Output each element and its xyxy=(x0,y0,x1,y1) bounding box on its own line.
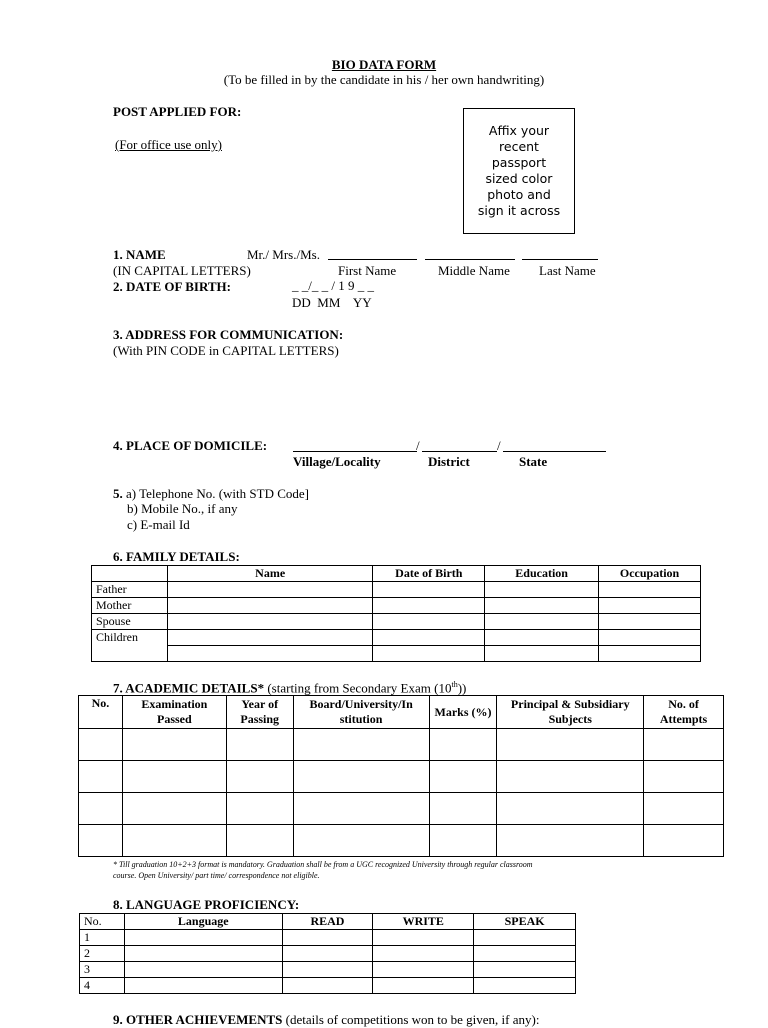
academic-col-attempts: No. of Attempts xyxy=(644,696,724,729)
middle-name-field[interactable] xyxy=(425,259,515,260)
academic-table xyxy=(78,695,724,857)
family-col-dob: Date of Birth xyxy=(373,566,485,582)
last-name-caption: Last Name xyxy=(539,263,596,278)
academic-col-no: No. xyxy=(79,696,123,729)
academic-col-exam: Examination Passed xyxy=(122,696,226,729)
photo-instructions: Affix your recent passport sized color photo and sign it across xyxy=(477,123,561,218)
table-row: 2 xyxy=(80,946,576,962)
table-row xyxy=(92,582,701,598)
family-table xyxy=(91,565,701,662)
achievements-label: 9. OTHER ACHIEVEMENTS (details of competitions won to be given, if any): xyxy=(113,1012,540,1027)
lang-col-read: READ xyxy=(282,914,373,930)
middle-name-caption: Middle Name xyxy=(438,263,510,278)
dob-label: 2. DATE OF BIRTH: xyxy=(113,279,231,294)
salutation: Mr./ Mrs./Ms. xyxy=(247,247,320,262)
academic-note-2: course. Open University/ part time/ correspondence not eligible. xyxy=(113,871,320,880)
table-row xyxy=(79,729,724,761)
state-caption: State xyxy=(519,454,548,469)
name-label: 1. NAME xyxy=(113,247,166,262)
family-col-blank xyxy=(92,566,168,582)
language-table xyxy=(79,913,576,994)
address-field[interactable] xyxy=(113,362,703,427)
table-row xyxy=(92,630,701,646)
table-row xyxy=(92,646,701,662)
address-label: 3. ADDRESS FOR COMMUNICATION: xyxy=(113,327,344,342)
family-col-occupation: Occupation xyxy=(599,566,701,582)
first-name-field[interactable] xyxy=(328,259,417,260)
academic-col-year: Year of Passing xyxy=(226,696,293,729)
lang-col-no: No. xyxy=(80,914,125,930)
contact-number: 5. xyxy=(113,486,123,501)
address-sub-label: (With PIN CODE in CAPITAL LETTERS) xyxy=(113,343,339,358)
dob-field[interactable]: _ _/_ _ / 1 9 _ _ xyxy=(292,278,374,293)
form-title: BIO DATA FORM xyxy=(331,57,437,72)
family-col-name: Name xyxy=(167,566,373,582)
academic-note-1: * Till graduation 10+2+3 format is mandatory. Graduation shall be from a UGC recognized University through regular classroom xyxy=(113,860,533,869)
first-name-caption: First Name xyxy=(338,263,397,278)
table-header-row xyxy=(92,566,701,582)
mobile-label: b) Mobile No., if any xyxy=(127,501,238,516)
village-caption: Village/Locality xyxy=(293,454,381,469)
name-sub-label: (IN CAPITAL LETTERS) xyxy=(113,263,251,278)
email-label: c) E-mail Id xyxy=(127,517,190,532)
family-row-label: Father xyxy=(92,582,168,598)
family-col-education: Education xyxy=(485,566,599,582)
family-label: 6. FAMILY DETAILS: xyxy=(113,549,240,564)
state-field[interactable] xyxy=(503,451,606,452)
table-row xyxy=(79,825,724,857)
table-row xyxy=(79,793,724,825)
table-row xyxy=(79,761,724,793)
lang-col-speak: SPEAK xyxy=(474,914,576,930)
academic-col-marks: Marks (%) xyxy=(429,696,497,729)
photo-box[interactable] xyxy=(463,108,575,234)
dob-format: DD MM YY xyxy=(292,295,372,310)
table-row xyxy=(92,598,701,614)
table-row xyxy=(92,614,701,630)
district-caption: District xyxy=(428,454,470,469)
village-field[interactable] xyxy=(293,451,417,452)
academic-label: 7. ACADEMIC DETAILS* (starting from Secondary Exam (10th)) xyxy=(113,680,467,696)
table-header-row xyxy=(79,696,724,729)
domicile-label: 4. PLACE OF DOMICILE: xyxy=(113,438,268,453)
academic-col-board: Board/University/In stitution xyxy=(293,696,429,729)
family-row-label: Spouse xyxy=(92,614,168,630)
language-label: 8. LANGUAGE PROFICIENCY: xyxy=(113,897,300,912)
telephone-label: a) Telephone No. (with STD Code] xyxy=(126,486,309,501)
lang-col-language: Language xyxy=(124,914,282,930)
office-use-note: (For office use only) xyxy=(115,137,222,152)
family-row-label: Children xyxy=(92,630,168,662)
table-header-row xyxy=(80,914,576,930)
table-row: 4 xyxy=(80,978,576,994)
lang-col-write: WRITE xyxy=(373,914,474,930)
family-row-label: Mother xyxy=(92,598,168,614)
post-applied-label: POST APPLIED FOR: xyxy=(113,104,242,119)
form-subtitle: (To be filled in by the candidate in his / her own handwriting) xyxy=(223,72,545,87)
table-row: 1 xyxy=(80,930,576,946)
academic-col-subjects: Principal & Subsidiary Subjects xyxy=(497,696,644,729)
district-field[interactable] xyxy=(422,451,497,452)
table-row: 3 xyxy=(80,962,576,978)
last-name-field[interactable] xyxy=(522,259,598,260)
